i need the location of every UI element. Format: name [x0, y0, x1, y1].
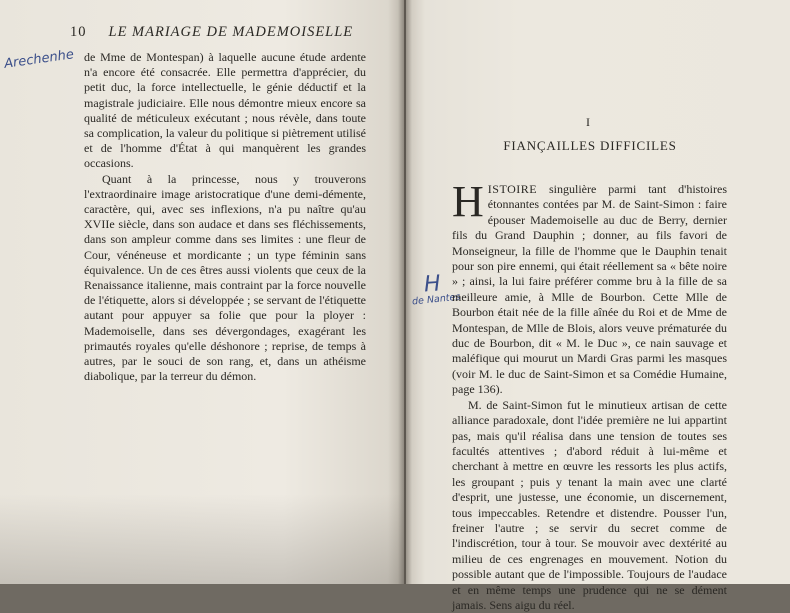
right-page-text: [452, 177, 727, 613]
running-head-title: LE MARIAGE DE MADEMOISELLE: [108, 24, 354, 40]
page-shadow: [0, 494, 404, 584]
handwritten-margin-note-left: Arechenhe: [3, 47, 75, 72]
left-page-text: [84, 50, 366, 384]
running-head: [70, 24, 360, 41]
opening-smallcaps: ISTOIRE: [487, 182, 538, 196]
right-paragraph-2: M. de Saint-Simon fut le minutieux artisan de cette alliance paradoxale, dont l'idée première ne lui appartint pas, mais qu'il réalisa dans une tension de toutes ses facultés attentives ; d'abord réduit à lui-même et cherchant à mettre en œuvre les ressorts les plus actifs, les groupant ; puis y tenant la main avec une clarté d'esprit, une justesse, une économie, un discernement, tous impeccables. Retendre et distendre. Pousser l'un, freiner l'autre ; se servir du secret comme de l'indiscrétion, tour à tour. Se mouvoir avec dextérité au milieu de ces engrenages en mouvement. Notion du possible autant que de l'impossible. Toujours de l'audace et en même temps une prudence qui ne se dément jamais. Sens aigu du réel.: [452, 397, 727, 612]
handwritten-letter-h: H: [423, 271, 442, 298]
chapter-number: I: [586, 115, 590, 129]
chapter-title: FIANÇAILLES DIFFICILES: [503, 138, 677, 153]
page-number: 10: [70, 24, 87, 40]
right-paragraph-1-text: singulière parmi tant d'histoires étonnantes contées par M. de Saint-Simon : faire épouser Mademoiselle au duc de Berry, dernier fils du Grand Dauphin ; donner, au fils favori de Monseigneur, la fille de l'homme que le Dauphin tenait pour son pire ennemi, qui était réellement sa « bête noire » ; ainsi, la lui faire préférer comme bru à la fille de sa meilleure amie, à Mlle de Bourbon. Cette Mlle de Bourbon était née de la fille aînée du Roi et de Mme de Montespan, de Mlle de Blois, alors veuve prématurée du duc de Bourbon, dit « M. le Duc », ce nain sauvage et maléfique qui mourut un Mardi Gras parmi les masques (voir M. le duc de Saint-Simon et sa Comédie Humaine, page 136).: [452, 182, 727, 397]
right-paragraph-1: [452, 177, 727, 398]
left-paragraph-2: Quant à la princesse, nous y trouverons l'extraordinaire image aristocratique d'une demi-démente, caractère, qui, avec ses inflexions, n'a pu naître qu'au XVIIe siècle, dans son audace et dans ses fléchissements, dans son ampleur comme dans ses limites : une fleur de Cour, vénéneuse et mordicante ; un type féminin sans équivalence. Un de ces êtres aussi violents que ceux de la Renaissance italienne, mais contraint par la force nouvelle de l'étiquette, alors si développée ; se servant de l'étiquette autant pour appuyer sa folie que pour la ployer : Mademoiselle, dans ses dévergondages, exagérant les primautés royales qu'elle déshonore ; reprise, de temps à autres, par le souci de son rang, et, dans un athéisme diabolique, par la terreur du démon.: [84, 171, 366, 384]
drop-cap: H: [452, 177, 484, 226]
left-paragraph-1: de Mme de Montespan) à laquelle aucune étude ardente n'a encore été consacrée. Elle permettra d'apprécier, du petit duc, la force intellectuelle, le génie déductif et la magistrale judiciaire. Elle nous démontre mieux encore sa qualité de méticuleux exécutant ; nous révèle, dans toute sa complication, la valeur du politique si piètrement utilisé et de l'homme d'État à qui manquèrent les grandes occasions.: [84, 50, 366, 171]
handwritten-margin-note-right: de Nantes: [411, 291, 461, 308]
